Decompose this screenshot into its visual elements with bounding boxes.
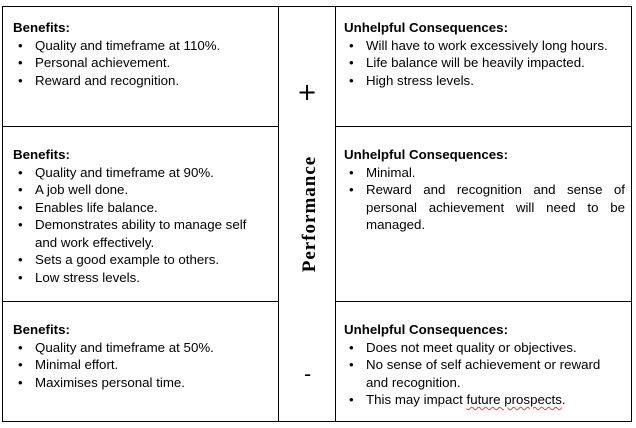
consequences-list	[344, 164, 625, 234]
benefits-heading: Benefits:	[13, 20, 70, 35]
consequences-cell-low	[335, 301, 632, 422]
spellcheck-underlined-text: future prospects	[466, 392, 562, 407]
list-item: • Quality and timeframe at 90%.	[13, 164, 272, 182]
list-item: • Life balance will be heavily impacted.	[344, 54, 625, 72]
benefits-list	[13, 164, 272, 287]
list-item: • Will have to work excessively long hours.	[344, 37, 625, 55]
consequences-list	[344, 37, 625, 90]
consequences-cell-high	[335, 6, 632, 127]
list-item: • Enables life balance.	[13, 199, 272, 217]
list-item: • Demonstrates ability to manage self and work effectively.	[13, 216, 272, 251]
list-item: • Minimal.	[344, 164, 625, 182]
list-item: • A job well done.	[13, 181, 272, 199]
list-item-text: This may impact	[366, 392, 467, 407]
consequences-heading: Unhelpful Consequences:	[344, 20, 509, 35]
list-item: • Low stress levels.	[13, 269, 272, 287]
list-item: • Personal achievement.	[13, 54, 272, 72]
list-item: • Reward and recognition and sense of personal achievement will need to be managed.	[344, 181, 625, 234]
minus-sign: -	[304, 362, 312, 386]
consequences-heading: Unhelpful Consequences:	[344, 322, 509, 337]
list-item: • Quality and timeframe at 110%.	[13, 37, 272, 55]
list-item: • No sense of self achievement or reward and recognition.	[344, 356, 625, 391]
benefits-list	[13, 339, 272, 392]
list-item: • High stress levels.	[344, 72, 625, 90]
benefits-heading: Benefits:	[13, 147, 70, 162]
benefits-list	[13, 37, 272, 90]
consequences-list	[344, 339, 625, 409]
benefits-cell-high	[2, 6, 279, 127]
list-item: • Reward and recognition.	[13, 72, 272, 90]
list-item: • Minimal effort.	[13, 356, 272, 374]
list-item-text: .	[561, 392, 566, 407]
list-item: • Does not meet quality or objectives.	[344, 339, 625, 357]
consequences-heading: Unhelpful Consequences:	[344, 147, 509, 162]
benefits-heading: Benefits:	[13, 322, 70, 337]
benefits-cell-target	[2, 126, 279, 302]
list-item: • Sets a good example to others.	[13, 251, 272, 269]
benefits-cell-low	[2, 301, 279, 422]
consequences-cell-target	[335, 126, 632, 302]
performance-axis-label: Performance	[299, 155, 320, 273]
plus-sign: +	[297, 78, 318, 106]
list-item: • Maximises personal time.	[13, 374, 272, 392]
list-item: • Quality and timeframe at 50%.	[13, 339, 272, 357]
list-item	[344, 391, 625, 409]
